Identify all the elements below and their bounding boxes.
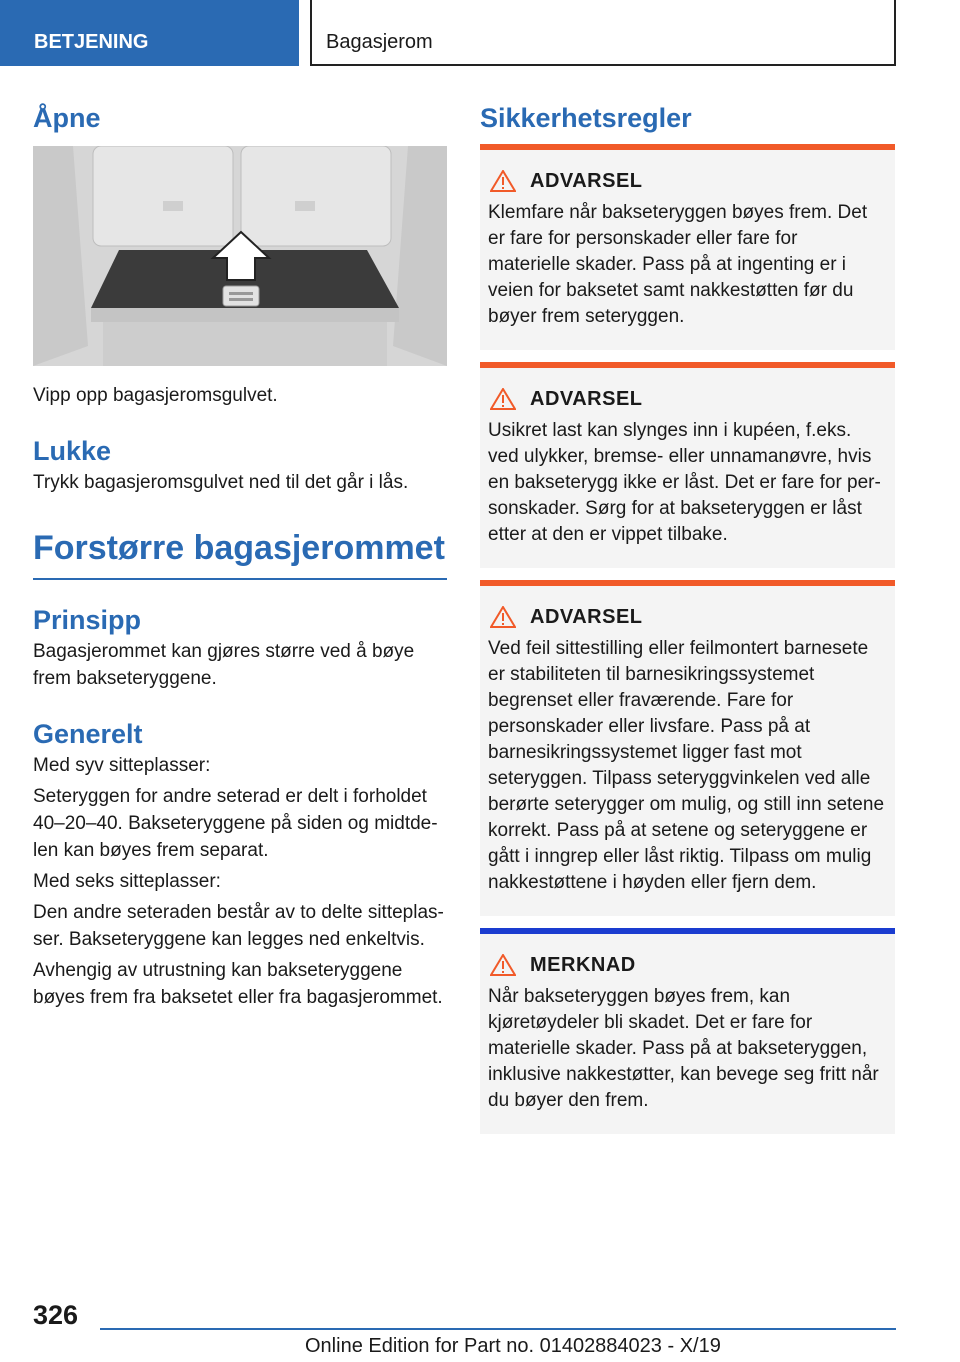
warning-text: Ved feil sittestilling eller feilmontert barnesete er stabiliteten til barnesikringssystemet begrenset eller fraværende. Fare for personskader eller livsfare. Pass på at barnesikringssystemet ligger fast mot seteryggen. Tilpass seteryggvinkelen ved alle berørte seterygger om mulig, og still inn setene korrekt. Pass på at setene og seteryggene er gått i inngrep eller låst riktig. Tilpass om mulig nakkestøttene i høyden eller fjern dem. [488,638,885,893]
warning-bar [480,580,895,586]
general-para-5: Avhengig av utrustning kan bakseteryggene bøyes frem fra baksetet eller fra bagasjerommet. [33,960,443,1008]
warning-text: Klemfare når bakseteryggen bøyes frem. Det er fare for personskader eller fare for materielle skader. Pass på at ingenting er i veien for baksetet samt nakkestøtten før du bøyer frem seteryggen. [488,202,868,327]
note-box [480,928,895,1134]
trunk-floor-photo [33,146,447,366]
warning-box [480,362,895,568]
note-label: MERKNAD [530,953,636,976]
warning-box [480,144,895,350]
chapter-title: Bagasjerom [326,31,433,53]
left-column [33,100,447,1011]
warning-text: Usikret last kan slynges inn i kupéen, f.eks. ved ulykker, bremse- eller unnamanøvre, hvis en bakseterygg ikke er låst. Det er fare for personskader. Sørg for at bakseteryggen er låst etter at den er vippet tilbake. [488,420,881,545]
page-number: 326 [33,1300,79,1330]
safety-heading: Sikkerhetsregler [480,103,692,133]
warning-label: ADVARSEL [530,169,643,192]
note-bar [480,928,895,934]
principle-heading: Prinsipp [33,605,142,635]
close-text: Trykk bagasjeromsgulvet ned til det går i lås. [33,472,409,493]
warning-triangle-icon [490,606,516,628]
general-para-3: Med seks sitteplasser: [33,871,221,892]
general-para-2: Seteryggen for andre seterad er delt i forholdet 40–20–40. Bakseteryggene på siden og midtdelen kan bøyes frem separat. [33,786,438,861]
section-tab: BETJENING [0,0,299,66]
principle-text: Bagasjerommet kan gjøres større ved å bøye frem bakseteryggene. [33,641,415,689]
heading-rule [33,578,447,580]
warning-triangle-icon [490,170,516,192]
edition-text: Online Edition for Part no. 01402884023 - X/19 [305,1335,721,1357]
general-para-4: Den andre seteraden består av to delte sitteplasser. Bakseteryggene kan legges ned enkeltvis. [33,902,444,950]
trunk-illustration [33,146,447,366]
note-text: Når bakseteryggen bøyes frem, kan kjøretøydeler bli skadet. Det er fare for materielle skader. Pass på at bakseteryggen, inklusive nakkestøtter, kan bevege seg fritt når du bøyer den frem. [488,986,879,1111]
open-caption: Vipp opp bagasjeromsgulvet. [33,385,278,406]
enlarge-heading: Forstørre bagasjerommet [33,529,445,567]
general-para-1: Med syv sitteplasser: [33,755,211,776]
warning-box [480,580,895,916]
open-heading: Åpne [33,103,101,133]
footer-rule [100,1328,896,1330]
right-column [480,100,895,1134]
warning-triangle-icon [490,388,516,410]
warning-label: ADVARSEL [530,387,643,410]
note-triangle-icon [490,954,516,976]
general-heading: Generelt [33,719,143,749]
close-heading: Lukke [33,436,112,466]
warning-bar [480,144,895,150]
page-header [0,0,960,66]
warning-label: ADVARSEL [530,605,643,628]
warning-bar [480,362,895,368]
